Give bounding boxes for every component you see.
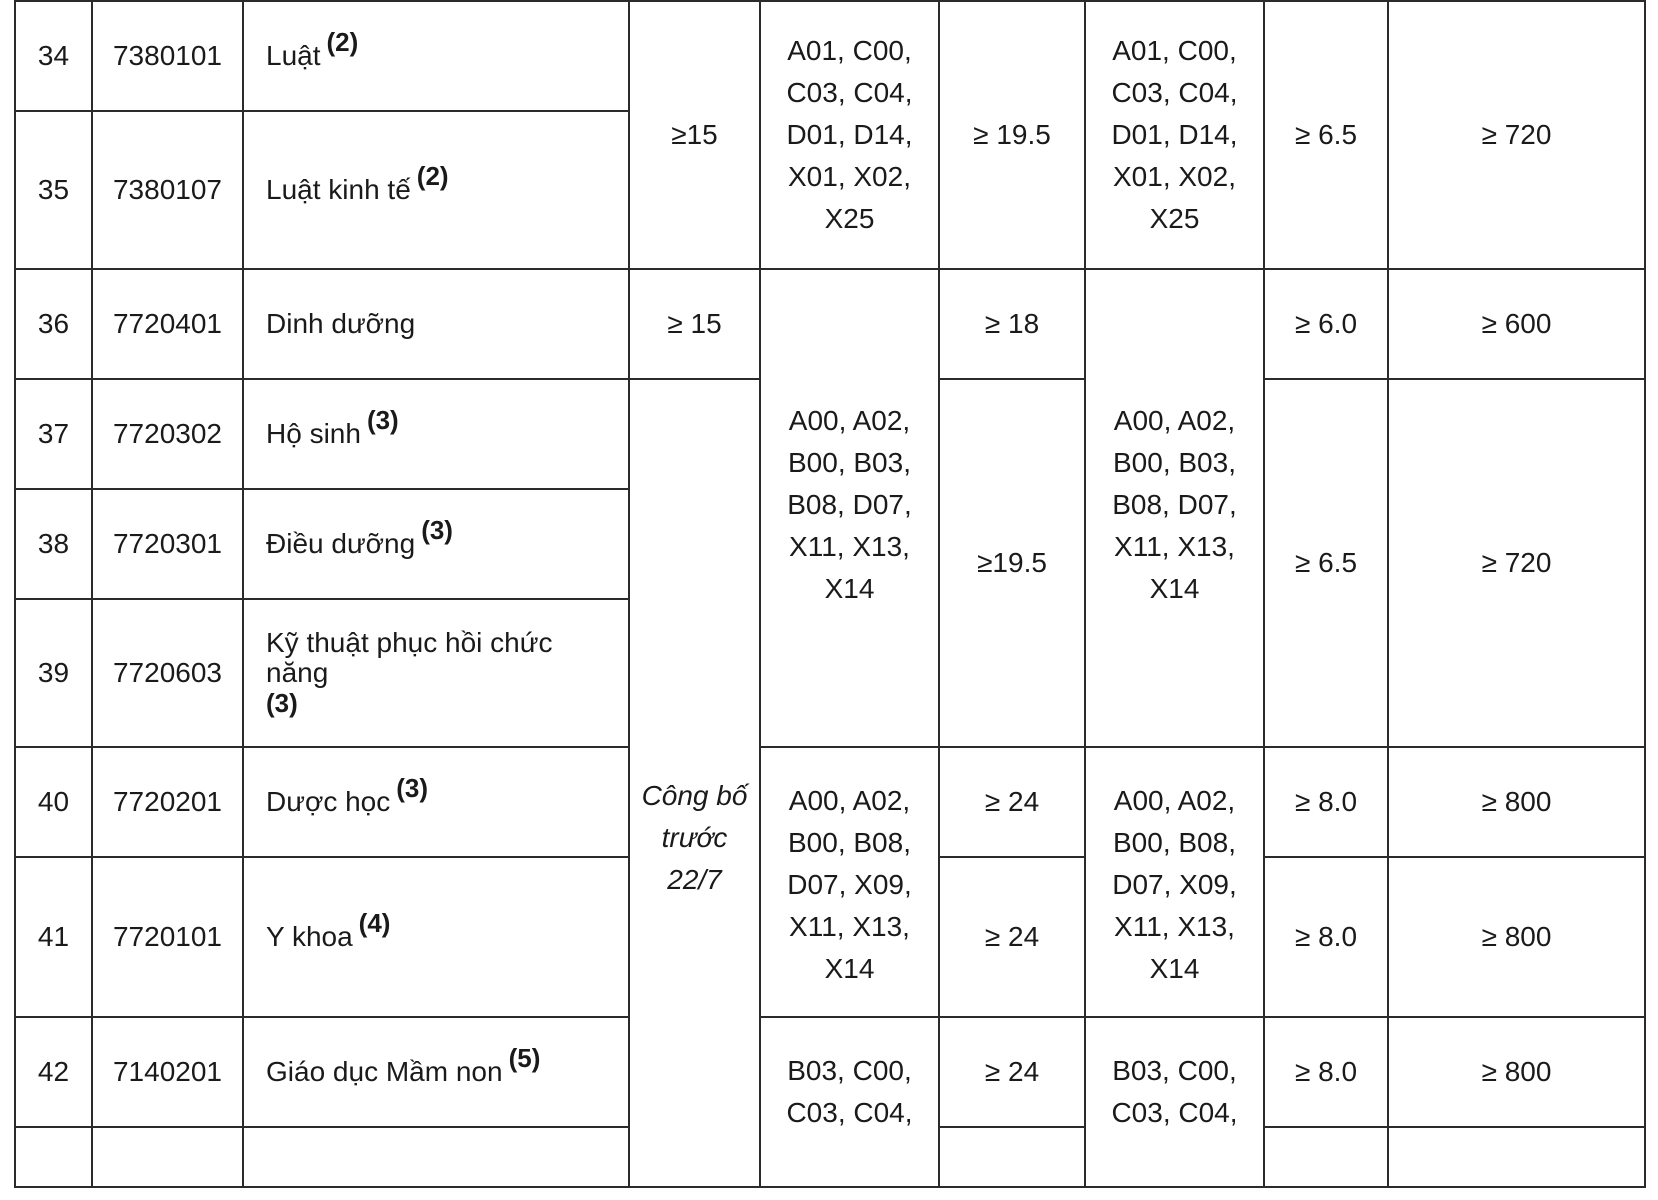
row-stt: 39 bbox=[15, 599, 92, 747]
points-cell-pharmacy: ≥ 800 bbox=[1388, 747, 1645, 857]
combo-line: D07, X09, bbox=[787, 869, 912, 900]
combo-line: B03, C00, bbox=[1112, 1055, 1237, 1086]
combo-line: X11, X13, bbox=[789, 531, 910, 562]
row-stt: 35 bbox=[15, 111, 92, 269]
subject-combos-preschool bbox=[760, 1017, 939, 1187]
points-cell bbox=[1388, 1127, 1645, 1187]
subject-combos-health-2 bbox=[1085, 269, 1264, 747]
row-major-name bbox=[243, 379, 629, 489]
score-cell bbox=[939, 1127, 1085, 1187]
combo-line: B00, B08, bbox=[1113, 827, 1236, 858]
combo-line: B00, B03, bbox=[788, 447, 911, 478]
combo-line: C03, C04, bbox=[1111, 77, 1238, 108]
table-row bbox=[15, 1017, 1645, 1127]
points-cell-law: ≥ 720 bbox=[1388, 1, 1645, 269]
combo-line: B08, D07, bbox=[1112, 489, 1237, 520]
subject-combos-law bbox=[760, 1, 939, 269]
combo-line: D07, X09, bbox=[1112, 869, 1237, 900]
major-name: Luật kinh tế bbox=[266, 174, 411, 205]
table-row bbox=[15, 1, 1645, 111]
combo-line: C03, C04, bbox=[786, 77, 913, 108]
threshold-cell-law: ≥15 bbox=[629, 1, 760, 269]
points-cell-nutrition: ≥ 600 bbox=[1388, 269, 1645, 379]
subject-combos-law-2 bbox=[1085, 1, 1264, 269]
ielts-cell-nutrition: ≥ 6.0 bbox=[1264, 269, 1388, 379]
footnote-marker: (2) bbox=[416, 161, 449, 191]
major-name: Y khoa bbox=[266, 921, 353, 952]
subject-combos-health bbox=[760, 269, 939, 747]
row-stt: 42 bbox=[15, 1017, 92, 1127]
combo-line: A00, A02, bbox=[788, 405, 911, 436]
ielts-cell-law: ≥ 6.5 bbox=[1264, 1, 1388, 269]
threshold-cell-nutrition: ≥ 15 bbox=[629, 269, 760, 379]
major-name: Dược học bbox=[266, 786, 391, 817]
combo-line: B08, D07, bbox=[787, 489, 912, 520]
row-code: 7720302 bbox=[92, 379, 243, 489]
combo-line: X14 bbox=[1149, 953, 1200, 984]
announce-line: trước bbox=[661, 822, 728, 853]
combo-line: C03, C04, bbox=[1111, 1097, 1238, 1128]
points-cell-medicine: ≥ 800 bbox=[1388, 857, 1645, 1017]
footnote-marker: (3) bbox=[396, 773, 429, 803]
score-cell-pharmacy: ≥ 24 bbox=[939, 747, 1085, 857]
row-stt: 41 bbox=[15, 857, 92, 1017]
row-major-name bbox=[243, 599, 629, 747]
ielts-cell-medicine: ≥ 8.0 bbox=[1264, 857, 1388, 1017]
row-code: 7720201 bbox=[92, 747, 243, 857]
combo-line: X11, X13, bbox=[1114, 911, 1235, 942]
combo-line: X25 bbox=[824, 203, 875, 234]
row-major-name bbox=[243, 747, 629, 857]
points-cell-health: ≥ 720 bbox=[1388, 379, 1645, 747]
subject-combos-preschool-2 bbox=[1085, 1017, 1264, 1187]
major-name: Giáo dục Mầm non bbox=[266, 1056, 503, 1087]
ielts-cell bbox=[1264, 1127, 1388, 1187]
footnote-marker: (4) bbox=[358, 908, 391, 938]
row-major-name bbox=[243, 857, 629, 1017]
score-cell-preschool: ≥ 24 bbox=[939, 1017, 1085, 1127]
score-cell-health: ≥19.5 bbox=[939, 379, 1085, 747]
score-cell-medicine: ≥ 24 bbox=[939, 857, 1085, 1017]
ielts-cell-health: ≥ 6.5 bbox=[1264, 379, 1388, 747]
row-stt bbox=[15, 1127, 92, 1187]
row-major-name bbox=[243, 1127, 629, 1187]
major-name: Hộ sinh bbox=[266, 418, 361, 449]
footnote-marker: (5) bbox=[508, 1043, 541, 1073]
score-cell-law: ≥ 19.5 bbox=[939, 1, 1085, 269]
combo-line: A01, C00, bbox=[787, 35, 912, 66]
score-cell-nutrition: ≥ 18 bbox=[939, 269, 1085, 379]
admission-table bbox=[14, 0, 1646, 1188]
row-code: 7380101 bbox=[92, 1, 243, 111]
combo-line: A01, C00, bbox=[1112, 35, 1237, 66]
combo-line: X11, X13, bbox=[789, 911, 910, 942]
announce-line: Công bố bbox=[641, 780, 748, 811]
announce-line: 22/7 bbox=[667, 864, 722, 895]
combo-line: A00, A02, bbox=[1113, 785, 1236, 816]
combo-line: X01, X02, bbox=[1113, 161, 1236, 192]
row-code bbox=[92, 1127, 243, 1187]
row-major-name bbox=[243, 269, 629, 379]
subject-combos-pharma bbox=[760, 747, 939, 1017]
combo-line: A00, A02, bbox=[1113, 405, 1236, 436]
combo-line: D01, D14, bbox=[1111, 119, 1238, 150]
announcement-cell bbox=[629, 379, 760, 1187]
combo-line: X01, X02, bbox=[788, 161, 911, 192]
subject-combos-pharma-2 bbox=[1085, 747, 1264, 1017]
row-stt: 37 bbox=[15, 379, 92, 489]
footnote-marker: (3) bbox=[421, 515, 453, 545]
row-major-name bbox=[243, 1017, 629, 1127]
combo-line: D01, D14, bbox=[786, 119, 913, 150]
footnote-marker: (3) bbox=[266, 688, 298, 718]
combo-line: A00, A02, bbox=[788, 785, 911, 816]
combo-line: X14 bbox=[1149, 573, 1200, 604]
row-code: 7380107 bbox=[92, 111, 243, 269]
major-name: Kỹ thuật phục hồi chức năng bbox=[266, 627, 553, 688]
points-cell-preschool: ≥ 800 bbox=[1388, 1017, 1645, 1127]
row-code: 7720603 bbox=[92, 599, 243, 747]
major-name: Dinh dưỡng bbox=[266, 308, 416, 339]
ielts-cell-pharmacy: ≥ 8.0 bbox=[1264, 747, 1388, 857]
combo-line: X14 bbox=[824, 953, 875, 984]
footnote-marker: (2) bbox=[326, 27, 359, 57]
ielts-cell-preschool: ≥ 8.0 bbox=[1264, 1017, 1388, 1127]
row-major-name bbox=[243, 489, 629, 599]
row-major-name bbox=[243, 1, 629, 111]
major-name: Điều dưỡng bbox=[266, 528, 416, 559]
row-stt: 34 bbox=[15, 1, 92, 111]
combo-line: C03, C04, bbox=[786, 1097, 913, 1128]
combo-line: B00, B08, bbox=[788, 827, 911, 858]
table-row bbox=[15, 747, 1645, 857]
combo-line: X14 bbox=[824, 573, 875, 604]
combo-line: B03, C00, bbox=[787, 1055, 912, 1086]
row-code: 7720101 bbox=[92, 857, 243, 1017]
table-row bbox=[15, 269, 1645, 379]
row-stt: 38 bbox=[15, 489, 92, 599]
footnote-marker: (3) bbox=[366, 405, 399, 435]
major-name: Luật bbox=[266, 40, 321, 71]
combo-line: X25 bbox=[1149, 203, 1200, 234]
row-stt: 40 bbox=[15, 747, 92, 857]
row-code: 7720301 bbox=[92, 489, 243, 599]
row-stt: 36 bbox=[15, 269, 92, 379]
row-code: 7140201 bbox=[92, 1017, 243, 1127]
combo-line: B00, B03, bbox=[1113, 447, 1236, 478]
row-code: 7720401 bbox=[92, 269, 243, 379]
row-major-name bbox=[243, 111, 629, 269]
combo-line: X11, X13, bbox=[1114, 531, 1235, 562]
